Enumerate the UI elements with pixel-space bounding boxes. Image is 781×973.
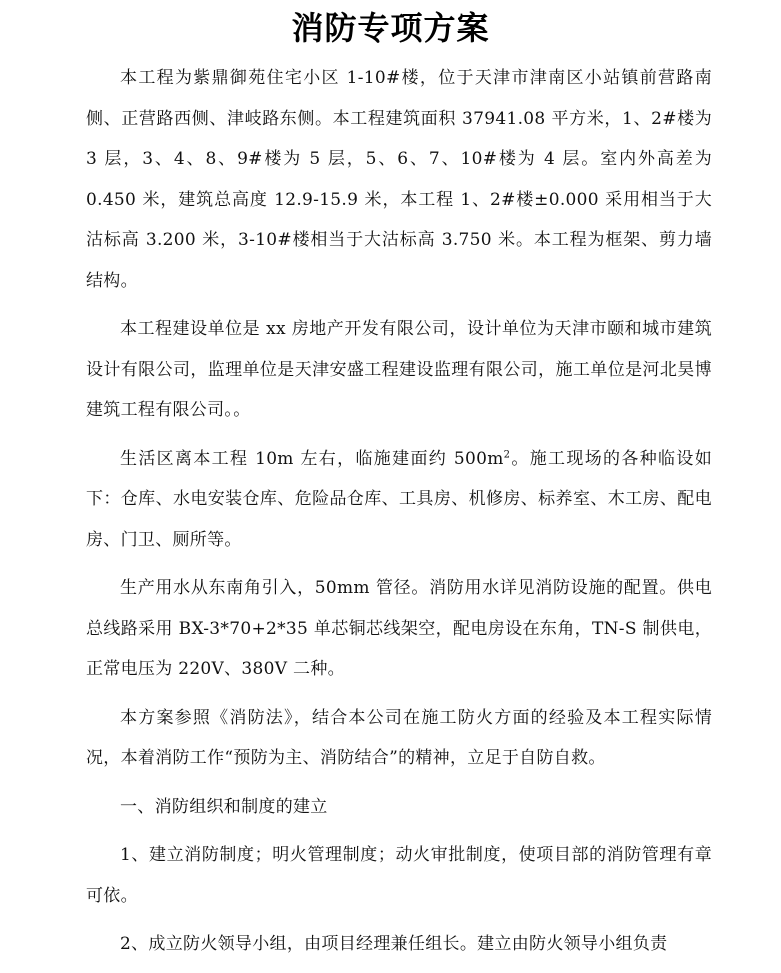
document-title: 消防专项方案 xyxy=(291,9,490,47)
paragraph-plan-basis: 本方案参照《消防法》，结合本公司在施工防火方面的经验及本工程实际情况，本着消防工作“预防为主、消防结合”的精神，立足于自防自救。 xyxy=(86,707,712,768)
paragraph-participating-units: 本工程建设单位是 xx 房地产开发有限公司，设计单位为天津市颐和城市建筑设计有限公司，监理单位是天津安盛工程建设监理有限公司，施工单位是河北昊博建筑工程有限公司。。 xyxy=(86,319,712,420)
paragraph-item-1: 1、建立消防制度；明火管理制度；动火审批制度，使项目部的消防管理有章可依。 xyxy=(86,845,712,906)
paragraph-water-power: 生产用水从东南角引入，50mm 管径。消防用水详见消防设施的配置。供电总线路采用 BX-3*70+2*35 单芯铜芯线架空，配电房设在东角，TN-S 制供电，正常电压为 220V、380V 二种。 xyxy=(86,578,712,679)
square-superscript: 2 xyxy=(503,448,511,460)
living-area-lead: 生活区离本工程 10m 左右，临施建面约 500m xyxy=(120,448,504,469)
paragraph-item-2: 2、成立防火领导小组，由项目经理兼任组长。建立由防火领导小组负责 xyxy=(120,934,668,954)
document-body xyxy=(86,58,712,973)
living-area-tail: 。 xyxy=(510,448,530,469)
paragraph-project-overview: 本工程为紫鼎御苑住宅小区 1-10#楼，位于天津市津南区小站镇前营路南侧、正营路西侧、津岐路东侧。本工程建筑面积 37941.08 平方米，1、2#楼为 3 层，3、4、8、9#楼为 5 层，5、6、7、10#楼为 4 层。室内外高差为 0.450 米，建筑总高度 12.9-15.9 米，本工程 1、2#楼±0.000 采用相当于大沽标高 3.200 米，3-10#楼相当于大沽标高 3.750 米。本工程为框架、剪力墙结构。 xyxy=(86,68,712,291)
temporary-facilities-text: 施工现场的各种临设如下：仓库、水电安装仓库、危险品仓库、工具房、机修房、标养室、木工房、配电房、门卫、厕所等。 xyxy=(86,448,713,550)
paragraph-living-area xyxy=(86,439,712,561)
section-heading-fire-organization: 一、消防组织和制度的建立 xyxy=(120,796,328,817)
